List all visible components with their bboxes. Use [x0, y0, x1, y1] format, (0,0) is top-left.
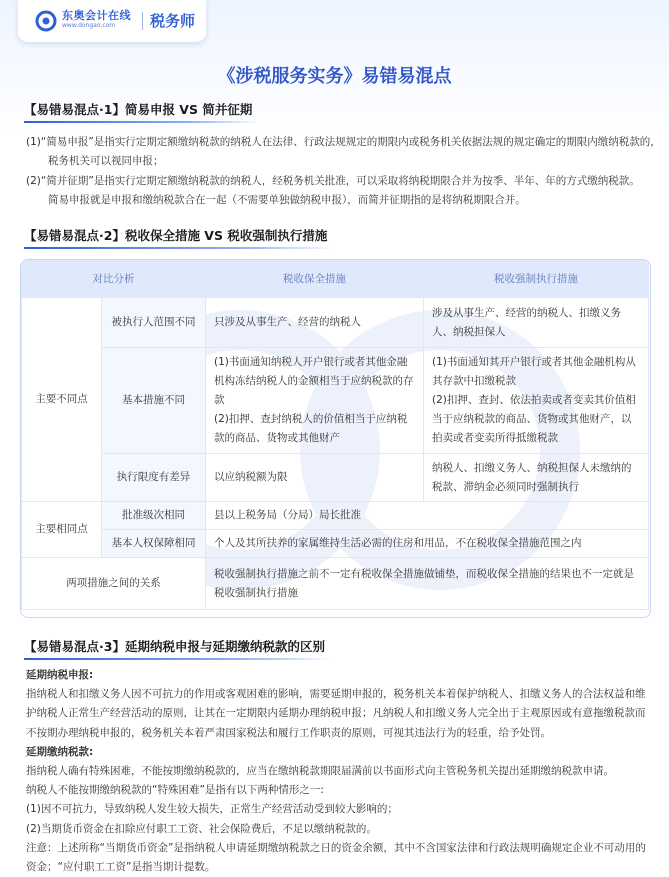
cell-preserve: 以应纳税额为限: [206, 454, 424, 502]
comparison-table-grid: [21, 260, 649, 610]
table-row: [22, 558, 649, 610]
comparison-table: [20, 259, 651, 618]
section1-item1: (1)“简易申报”是指实行定期定额缴纳税款的纳税人在法律、行政法规规定的期限内或税务机关依据法规的规定确定的期限内缴纳税款的，税务机关可以视同申报；: [26, 136, 661, 167]
cell-merged: 个人及其所扶养的家属维持生活必需的住房和用品，不在税收保全措施范围之内: [206, 530, 649, 558]
header-subtitle: 税务师: [150, 12, 196, 30]
row-sub-label: 被执行人范围不同: [102, 298, 206, 348]
brand-header: [18, 0, 206, 42]
relation-label: 两项措施之间的关系: [22, 558, 206, 610]
cell-preserve: 只涉及从事生产、经营的纳税人: [206, 298, 424, 348]
section1-heading-text: 【易错易混点·1】简易申报 VS 简并征期: [24, 102, 253, 117]
relation-text: 税收强制执行措施之前不一定有税收保全措施做铺垫，而税收保全措施的结果也不一定就是税收强制执行措施: [206, 558, 649, 610]
delayed-declaration-text: 指纳税人和扣缴义务人因不可抗力的作用或客观困难的影响，需要延期申报的，税务机关本着保护纳税人、扣缴义务人的合法权益和维护纳税人正常生产经营活动的原则，让其在一定期限内延期办理纳税申报；凡纳税人和扣缴义务人完全出于主观原因或有意拖缴税款而不按期办理纳税申报的，税务机关本着严肃国家税法和履行工作职责的原则，可视其违法行为的轻重，给予处罚。: [26, 688, 646, 739]
table-row: [22, 298, 649, 348]
section2-heading-underline: [24, 247, 335, 249]
hardship-item-2: (2)当期货币资金在扣除应付职工工资、社会保险费后，不足以缴纳税款的。: [26, 822, 377, 835]
section1-heading: [24, 100, 252, 121]
cell-merged: 县以上税务局（分局）局长批准: [206, 502, 649, 530]
row-sub-label: 批准级次相同: [102, 502, 206, 530]
header-enforce: 税收强制执行措施: [424, 261, 649, 298]
section3-heading-underline: [24, 658, 333, 660]
section1-item2: (2)“简并征期”是指实行定期定额缴纳税款的纳税人，经税务机关批准，可以采取将纳税期限合并为按季、半年、年的方式缴纳税款。: [26, 175, 640, 187]
page-title: 《涉税服务实务》易错易混点: [217, 66, 452, 87]
cell-enforce: 纳税人、扣缴义务人、纳税担保人未缴纳的税款、滞纳金必须同时强制执行: [424, 454, 649, 502]
section1-item3: 简易申报就是申报和缴纳税款合在一起（不需要单独做纳税申报），而简并征期指的是将纳税期限合并。: [48, 194, 526, 206]
header-compare: 对比分析: [22, 261, 206, 298]
note-text: 注意：上述所称“当期货币资金”是指纳税人申请延期缴纳税款之日的资金余额，其中不含国家法律和行政法规明确规定企业不可动用的资金；“应付职工工资”是指当期计提数。: [26, 841, 646, 874]
table-row: [22, 348, 649, 454]
brand-text: [62, 9, 131, 30]
hardship-intro: 纳税人不能按期缴纳税款的“特殊困难”是指有以下两种情形之一:: [26, 784, 324, 797]
label-delayed-declaration: 延期纳税申报:: [26, 669, 94, 681]
cell-preserve: (1)书面通知纳税人开户银行或者其他金融机构冻结纳税人的金额相当于应纳税款的存款 (2)扣押、查封纳税人的价值相当于应纳税款的商品、货物或其他财产: [206, 348, 424, 454]
category-diff: 主要不同点: [22, 298, 102, 502]
row-sub-label: 基本人权保障相同: [102, 530, 206, 558]
row-sub-label: 执行限度有差异: [102, 454, 206, 502]
section1-heading-underline: [24, 121, 260, 123]
cell-enforce: 涉及从事生产、经营的纳税人、扣缴义务人、纳税担保人: [424, 298, 649, 348]
section3-heading: [24, 637, 325, 658]
hardship-item-1: (1)因不可抗力，导致纳税人发生较大损失，正常生产经营活动受到较大影响的；: [26, 803, 398, 816]
dongao-logo-icon: [34, 10, 58, 32]
cell-enforce: (1)书面通知其开户银行或者其他金融机构从其存款中扣缴税款 (2)扣押、查封、依法拍卖或者变卖其价值相当于应纳税款的商品、货物或其他财产，以拍卖或者变卖所得抵缴税款: [424, 348, 649, 454]
delayed-payment-text: 指纳税人确有特殊困难，不能按期缴纳税款的，应当在缴纳税款期限届满前以书面形式向主管税务机关提出延期缴纳税款申请。: [26, 765, 614, 778]
table-header-row: [22, 261, 649, 298]
row-sub-label: 基本措施不同: [102, 348, 206, 454]
table-row: [22, 454, 649, 502]
table-row: [22, 530, 649, 558]
category-same: 主要相同点: [22, 502, 102, 558]
label-delayed-payment: 延期缴纳税款:: [26, 745, 94, 758]
brand-name: 东奥会计在线: [62, 9, 131, 22]
header-divider: [142, 12, 143, 30]
section2-heading-text: 【易错易混点·2】税收保全措施 VS 税收强制执行措施: [24, 228, 328, 243]
section2-heading: [24, 226, 327, 247]
section3-body: [26, 666, 648, 877]
table-row: [22, 502, 649, 530]
brand-url: www.dongao.com: [62, 22, 116, 29]
header-preserve: 税收保全措施: [206, 261, 424, 298]
section3-heading-text: 【易错易混点·3】延期纳税申报与延期缴纳税款的区别: [24, 639, 325, 654]
